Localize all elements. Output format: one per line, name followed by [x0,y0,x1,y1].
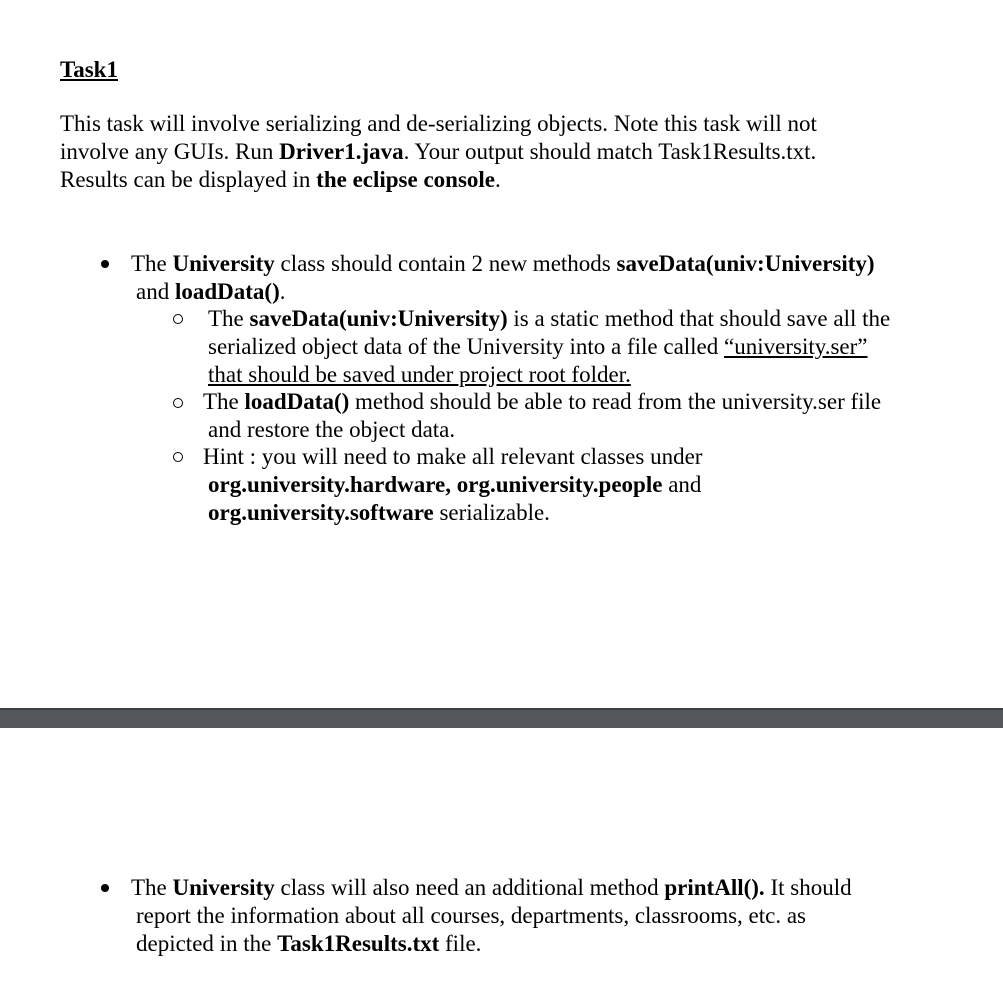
bullet-text: It should [764,875,852,900]
bullet-text: serialized object data of the University into a file called [208,334,725,359]
intro-text: . [495,167,501,192]
sub-bullet-1-line-2 [208,333,868,361]
intro-text: . Your output should match Task1Results.txt. [403,139,817,164]
bullet-text: method should be able to read from the university.ser file [349,389,882,414]
sub-bullet-3-line-1: Hint : you will need to make all relevant classes under [203,444,703,469]
bullet-1-line-1 [131,250,875,278]
bullet-text: serializable. [433,500,550,525]
page-break-separator [0,708,1003,728]
bullet-icon [101,260,109,268]
bullet-text: depicted in the [136,931,278,956]
sub-bullet-2-line-2: and restore the object data. [208,417,456,442]
file-name: “university.ser” [724,334,868,359]
method-name: printAll(). [664,875,765,900]
driver-file-name: Driver1.java [279,139,404,164]
method-name: saveData(univ:University) [249,306,508,331]
method-name: loadData() [174,279,280,304]
bullet-2-line-2: report the information about all courses, departments, classrooms, etc. as [136,903,806,928]
bullet-text: The [131,875,173,900]
intro-text: involve any GUIs. Run [60,139,280,164]
bullet-text: The [208,306,250,331]
sub-bullet-3-line-2 [208,471,701,499]
intro-line-1 [60,110,940,138]
circle-bullet-icon [173,452,183,462]
bullet-text: class will also need an additional method [274,875,665,900]
bullet-text: and [662,472,702,497]
sub-bullet-2-line-1 [203,388,881,416]
task-heading: Task1 [60,57,118,82]
bullet-2-line-1 [131,874,852,902]
intro-line-3 [60,166,940,194]
intro-text: This task will involve serializing and de-serializing objects. Note this task will not [60,111,817,136]
bullet-text: . [279,279,286,304]
bullet-text: and [136,279,175,304]
circle-bullet-icon [173,314,183,324]
sub-bullet-1-line-3: that should be saved under project root folder. [208,362,631,387]
package-name: org.university.software [208,500,434,525]
bullet-text: class should contain 2 new methods [274,251,617,276]
bullet-2-line-3 [136,930,481,958]
bullet-text: file. [439,931,482,956]
method-name: saveData(univ:University) [616,251,875,276]
circle-bullet-icon [173,398,183,408]
bullet-icon [101,884,109,892]
bullet-text: is a static method that should save all the [507,306,891,331]
eclipse-console-text: the eclipse console [316,167,496,192]
intro-line-2 [60,138,940,166]
intro-text: Results can be displayed in [60,167,317,192]
method-name: loadData() [244,389,350,414]
sub-bullet-1-line-1 [208,305,890,333]
intro-paragraph [60,110,940,194]
package-names: org.university.hardware, org.university.people [208,472,663,497]
results-file-name: Task1Results.txt [277,931,440,956]
bullet-1-line-2 [136,278,286,306]
class-name: University [172,875,275,900]
document-page-bottom [0,728,1003,983]
class-name: University [172,251,275,276]
bullet-text: The [131,251,173,276]
bullet-text: The [203,389,245,414]
sub-bullet-3-line-3 [208,499,550,527]
